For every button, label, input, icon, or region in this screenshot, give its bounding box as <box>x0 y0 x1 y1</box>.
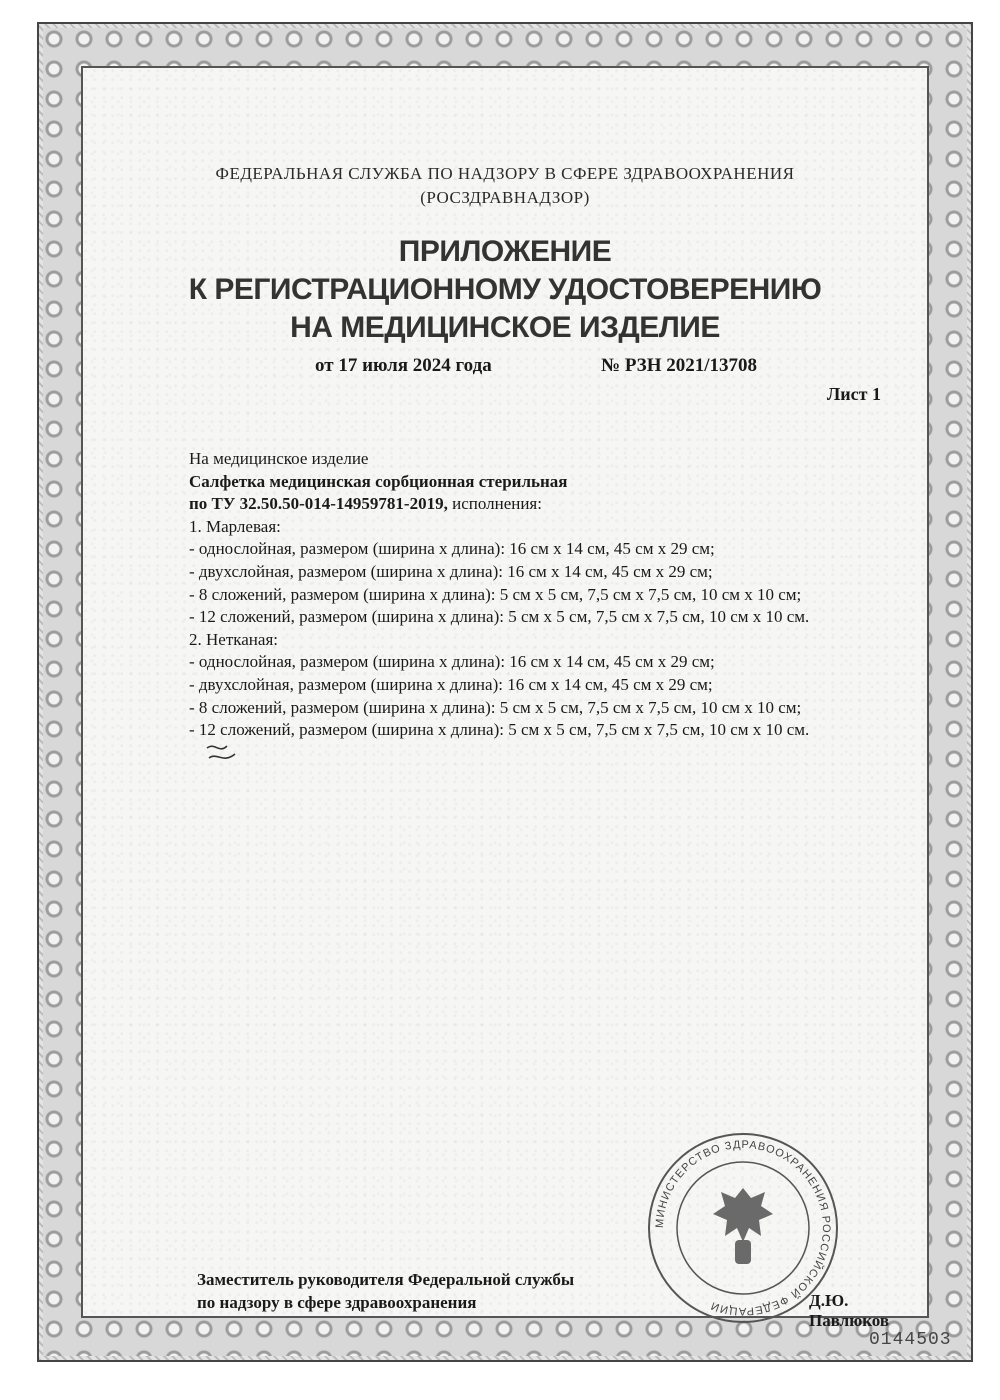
issuing-agency <box>83 162 927 210</box>
registration-date: от 17 июля 2024 года <box>315 355 492 376</box>
signer-name: Д.Ю. Павлюков <box>809 1291 890 1330</box>
product-description <box>189 448 969 742</box>
signer-position <box>197 1268 574 1314</box>
variant-line: - однослойная, размером (ширина х длина): 16 см х 14 см, 45 см х 29 см; <box>189 652 715 672</box>
signer-title-line1: Заместитель руководителя Федеральной службы <box>197 1270 575 1289</box>
document-title-line1: ПРИЛОЖЕНИЕ <box>398 235 612 268</box>
document-title-line3: НА МЕДИЦИНСКОЕ ИЗДЕЛИЕ <box>290 311 720 344</box>
form-serial-number: 0144503 <box>869 1330 952 1350</box>
sheet-number: Лист 1 <box>826 384 881 404</box>
intro-text: На медицинское изделие <box>189 449 369 468</box>
variant-line: 2. Нетканая: <box>189 629 278 649</box>
variant-line: - однослойная, размером (ширина х длина): 16 см х 14 см, 45 см х 29 см; <box>189 539 715 559</box>
variant-line: 1. Марлевая: <box>189 516 281 536</box>
product-name: Салфетка медицинская сорбционная стерильная <box>189 471 568 491</box>
document-title-line2: К РЕГИСТРАЦИОННОМУ УДОСТОВЕРЕНИЮ <box>188 273 822 306</box>
spec-code: по ТУ 32.50.50-014-14959781-2019, <box>189 494 448 514</box>
registration-number: № РЗН 2021/13708 <box>601 355 758 376</box>
seal-text: МИНИСТЕРСТВО ЗДРАВООХРАНЕНИЯ РОССИЙСКОЙ ФЕДЕРАЦИИ <box>653 1138 833 1318</box>
handwritten-mark-icon <box>203 738 243 768</box>
variant-line: - 8 сложений, размером (ширина х длина): 5 см х 5 см, 7,5 см х 7,5 см, 10 см х 10 см; <box>189 697 802 717</box>
spec-line <box>189 493 969 516</box>
variant-line: - 12 сложений, размером (ширина х длина): 5 см х 5 см, 7,5 см х 7,5 см, 10 см х 10 см. <box>189 607 810 627</box>
spec-suffix: исполнения: <box>447 494 542 514</box>
document-body <box>81 66 952 1350</box>
agency-name: ФЕДЕРАЛЬНАЯ СЛУЖБА ПО НАДЗОРУ В СФЕРЕ ЗДРАВООХРАНЕНИЯ <box>215 164 795 183</box>
variant-line: - 12 сложений, размером (ширина х длина): 5 см х 5 см, 7,5 см х 7,5 см, 10 см х 10 см. <box>189 720 810 740</box>
variant-line: - 8 сложений, размером (ширина х длина): 5 см х 5 см, 7,5 см х 7,5 см, 10 см х 10 см; <box>189 584 802 604</box>
signer-title-line2: по надзору в сфере здравоохранения <box>197 1293 477 1312</box>
variant-line: - двухслойная, размером (ширина х длина): 16 см х 14 см, 45 см х 29 см; <box>189 561 713 581</box>
certificate-sheet <box>37 22 973 1362</box>
variant-line: - двухслойная, размером (ширина х длина): 16 см х 14 см, 45 см х 29 см; <box>189 674 713 694</box>
agency-abbreviation: (РОСЗДРАВНАДЗОР) <box>420 188 590 207</box>
